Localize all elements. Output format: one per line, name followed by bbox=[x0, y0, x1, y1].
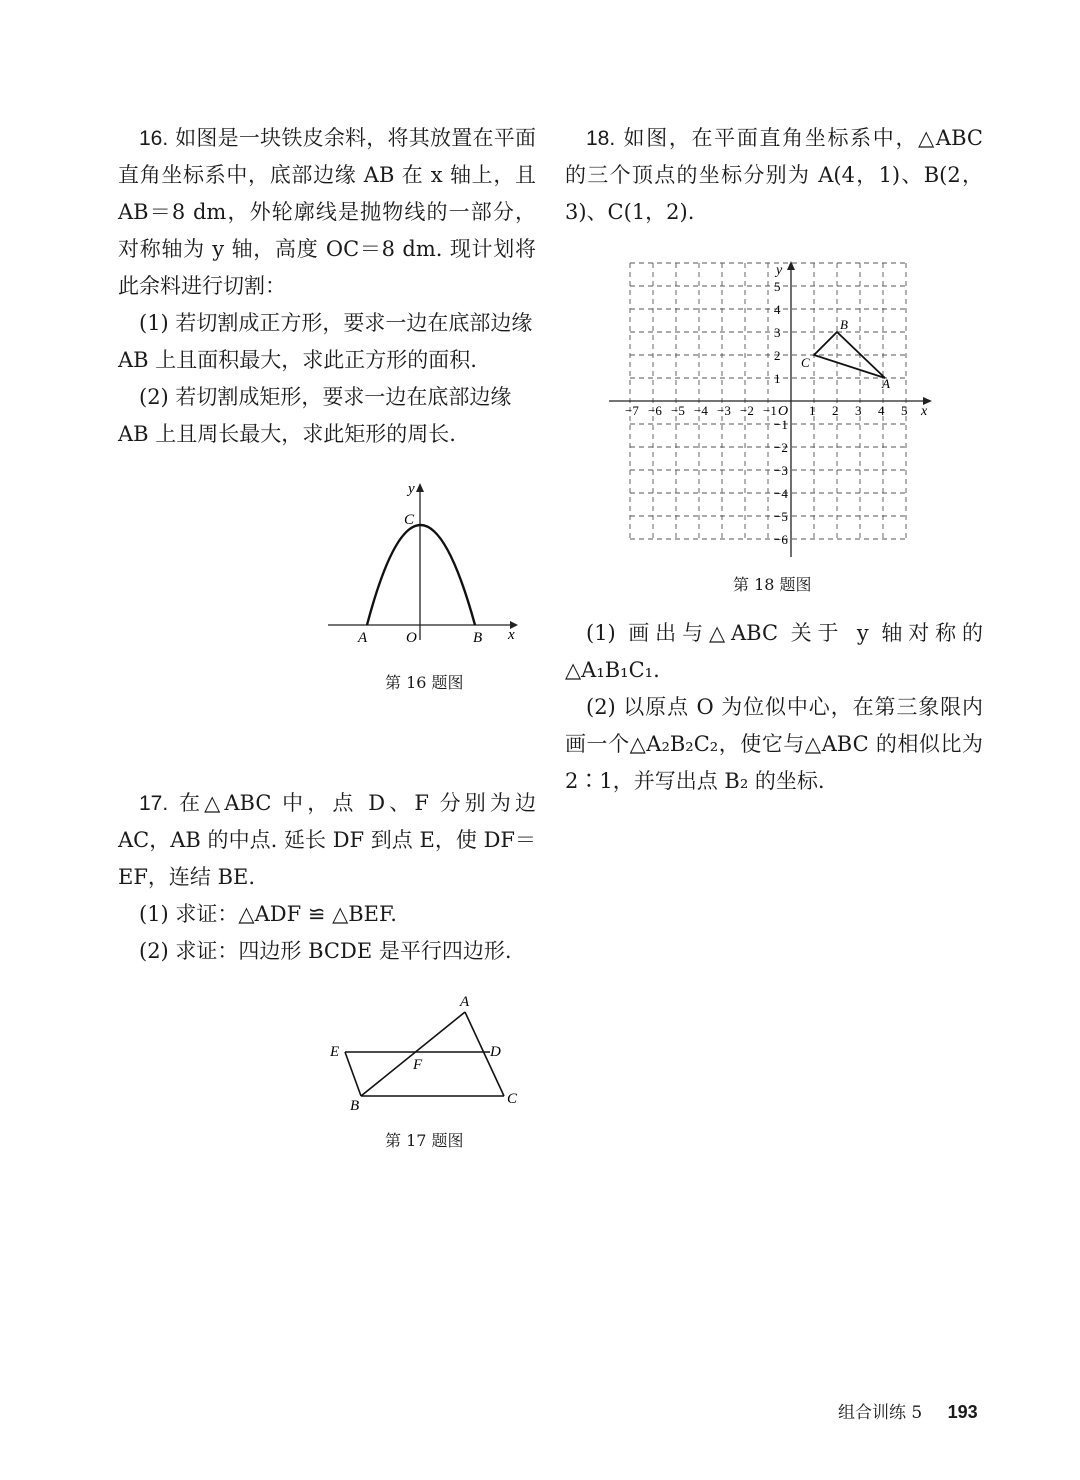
fig16-label-x: x bbox=[508, 627, 515, 643]
x-tick-label: −3 bbox=[717, 403, 731, 418]
fig16-label-O: O bbox=[406, 630, 417, 646]
q18-sub2: (2) 以原点 O 为位似中心，在第三象限内画一个△A₂B₂C₂，使它与△ABC 的相似比为 2∶1，并写出点 B₂ 的坐标. bbox=[565, 695, 983, 793]
x-tick-label: −4 bbox=[694, 403, 708, 418]
fig16-parabola bbox=[367, 525, 475, 625]
fig18-y-arrow bbox=[787, 261, 795, 270]
y-tick-label: 5 bbox=[774, 279, 781, 294]
fig17-label-B: B bbox=[350, 1098, 360, 1114]
question-18 bbox=[565, 120, 983, 231]
x-tick-label: −1 bbox=[763, 403, 777, 418]
x-tick-label: 3 bbox=[855, 403, 862, 418]
figure-17 bbox=[320, 990, 530, 1115]
fig16-label-B: B bbox=[473, 630, 483, 646]
x-tick-label: −6 bbox=[648, 403, 662, 418]
footer-section: 组合训练 5 bbox=[838, 1403, 923, 1423]
fig17-label-A: A bbox=[460, 994, 470, 1010]
x-tick-label: 1 bbox=[809, 403, 816, 418]
y-tick-label: 1 bbox=[774, 371, 781, 386]
fig17-label-C: C bbox=[507, 1091, 518, 1107]
fig16-label-A: A bbox=[358, 630, 368, 646]
question-17 bbox=[118, 785, 536, 970]
fig16-y-arrow bbox=[416, 483, 424, 492]
q16-stem bbox=[118, 120, 536, 305]
y-tick-label: 4 bbox=[774, 302, 781, 317]
fig17-label-F: F bbox=[413, 1057, 423, 1073]
q17-text: 在△ABC 中，点 D、F 分别为边 AC，AB 的中点. 延长 DF 到点 E，使 DF＝EF，连结 BE. bbox=[118, 791, 536, 889]
fig18-label-A: A bbox=[882, 376, 890, 391]
y-tick-label: −6 bbox=[774, 532, 788, 547]
q16-text: 如图是一块铁皮余料，将其放置在平面直角坐标系中，底部边缘 AB 在 x 轴上，且 AB＝8 dm，外轮廓线是抛物线的一部分，对称轴为 y 轴，高度 OC＝8 dm. 现计划将此余料进行切割： bbox=[118, 126, 536, 298]
y-tick-label: −4 bbox=[774, 486, 788, 501]
y-tick-label: −1 bbox=[774, 417, 788, 432]
fig18-label-y: y bbox=[776, 263, 783, 278]
question-18-subquestions bbox=[565, 615, 983, 800]
q18-stem bbox=[565, 120, 983, 231]
fig17-label-E: E bbox=[330, 1044, 340, 1060]
q18-text: 如图，在平面直角坐标系中，△ABC 的三个顶点的坐标分别为 A(4，1)、B(2，3)、C(1，2). bbox=[565, 126, 983, 224]
fig18-tick-labels bbox=[625, 279, 908, 547]
y-tick-label: 2 bbox=[774, 348, 781, 363]
x-tick-label: −5 bbox=[671, 403, 685, 418]
q17-sub1: (1) 求证：△ADF ≌ △BEF. bbox=[139, 902, 397, 926]
y-tick-label: −2 bbox=[774, 440, 788, 455]
q16-number: 16. bbox=[139, 127, 169, 150]
fig17-segment-EB bbox=[345, 1052, 361, 1096]
footer bbox=[838, 1398, 978, 1423]
fig18-label-C: C bbox=[801, 355, 810, 370]
q17-caption: 第 17 题图 bbox=[385, 1131, 464, 1150]
q17-number: 17. bbox=[139, 792, 169, 815]
fig18-label-x: x bbox=[921, 404, 928, 419]
figure-18 bbox=[605, 255, 940, 565]
fig18-label-B: B bbox=[840, 317, 848, 332]
q16-caption: 第 16 题图 bbox=[385, 673, 464, 692]
y-tick-label: −3 bbox=[774, 463, 788, 478]
q18-number: 18. bbox=[586, 127, 616, 150]
fig17-segment-AB bbox=[361, 1012, 465, 1096]
x-tick-label: −2 bbox=[740, 403, 754, 418]
q18-sub1: (1) 画出与△ABC 关于 y 轴对称的△A₁B₁C₁. bbox=[565, 621, 983, 682]
q16-sub1: (1) 若切割成正方形，要求一边在底部边缘 AB 上且面积最大，求此正方形的面积. bbox=[118, 311, 533, 372]
x-tick-label: 5 bbox=[901, 403, 908, 418]
q16-sub2: (2) 若切割成矩形，要求一边在底部边缘 AB 上且周长最大，求此矩形的周长. bbox=[118, 385, 512, 446]
fig16-label-y: y bbox=[408, 481, 415, 497]
x-tick-label: −7 bbox=[625, 403, 639, 418]
y-tick-label: −5 bbox=[774, 509, 788, 524]
page-number: 193 bbox=[947, 1402, 978, 1422]
x-tick-label: 2 bbox=[832, 403, 839, 418]
figure-16 bbox=[320, 475, 530, 650]
y-tick-label: 3 bbox=[774, 325, 781, 340]
x-tick-label: 4 bbox=[878, 403, 885, 418]
question-16 bbox=[118, 120, 536, 453]
q17-sub2: (2) 求证：四边形 BCDE 是平行四边形. bbox=[139, 939, 512, 963]
fig18-label-O: O bbox=[778, 404, 789, 419]
q18-caption: 第 18 题图 bbox=[733, 575, 812, 594]
q17-stem bbox=[118, 785, 536, 896]
fig16-label-C: C bbox=[404, 512, 415, 528]
fig17-label-D: D bbox=[490, 1044, 501, 1060]
